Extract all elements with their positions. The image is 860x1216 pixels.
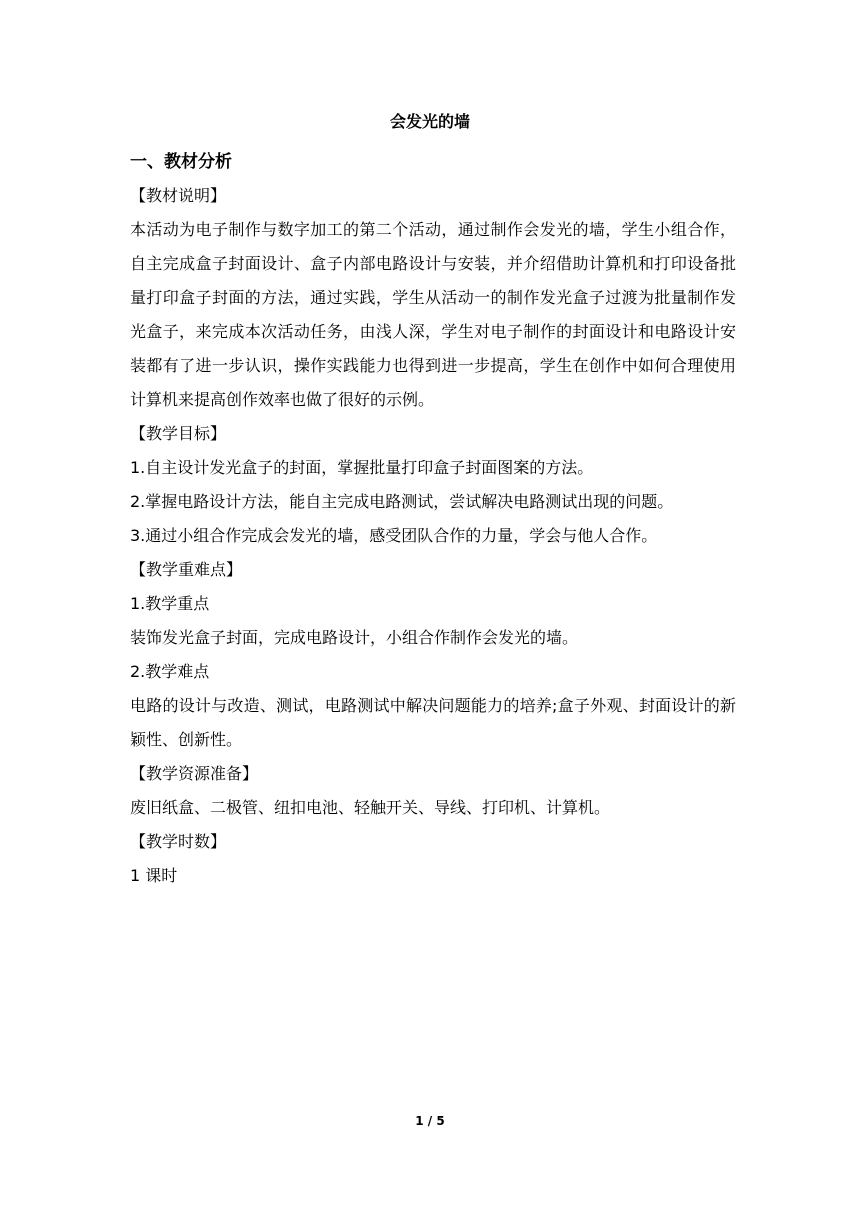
goal-item-3: 3.通过小组合作完成会发光的墙，感受团队合作的力量，学会与他人合作。 <box>130 526 658 545</box>
document-title: 会发光的墙 <box>389 112 470 131</box>
key-point-text: 装饰发光盒子封面，完成电路设计，小组合作制作会发光的墙。 <box>130 628 579 647</box>
difficult-point-label: 2.教学难点 <box>130 662 210 681</box>
subheading-materials-description: 【教材说明】 <box>130 186 227 205</box>
page-number: 1 / 5 <box>415 1114 445 1128</box>
goal-item-2: 2.掌握电路设计方法，能自主完成电路测试，尝试解决电路测试出现的问题。 <box>130 492 674 511</box>
materials-description-paragraph: 本活动为电子制作与数字加工的第二个活动，通过制作会发光的墙，学生小组合作，自主完成盒子封面设计、盒子内部电路设计与安装，并介绍借助计算机和打印设备批量打印盒子封面的方法，通过实践，学生从活动一的制作发光盒子过渡为批量制作发光盒子，来完成本次活动任务，由浅人深，学生对电子制作的封面设计和电路设计安装都有了进一步认识，操作实践能力也得到进一步提高，学生在创作中如何合理使用计算机来提高创作效率也做了很好的示例。 <box>130 220 736 409</box>
subheading-teaching-resources: 【教学资源准备】 <box>130 764 259 783</box>
subheading-key-difficult-points: 【教学重难点】 <box>130 560 243 579</box>
subheading-teaching-hours: 【教学时数】 <box>130 832 227 851</box>
resources-text: 废旧纸盒、二极管、纽扣电池、轻触开关、导线、打印机、计算机。 <box>130 798 611 817</box>
document-body <box>130 145 736 893</box>
key-point-label: 1.教学重点 <box>130 594 210 613</box>
goal-item-1: 1.自主设计发光盒子的封面，掌握批量打印盒子封面图案的方法。 <box>130 458 594 477</box>
section-heading-materials-analysis: 一、教材分析 <box>130 152 232 172</box>
difficult-point-text: 电路的设计与改造、测试，电路测试中解决问题能力的培养;盒子外观、封面设计的新颖性、创新性。 <box>130 696 736 749</box>
subheading-teaching-goals: 【教学目标】 <box>130 424 227 443</box>
hours-text: 1 课时 <box>130 866 178 885</box>
